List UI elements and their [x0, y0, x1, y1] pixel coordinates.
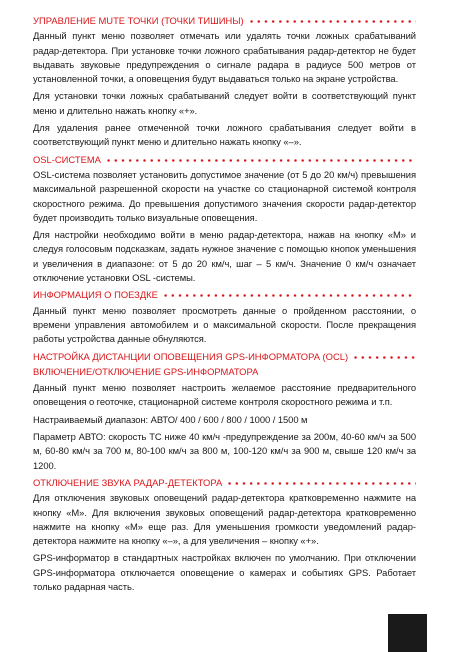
- section-heading: [33, 288, 416, 302]
- paragraph: Данный пункт меню позволяет отмечать или удалять точки ложных срабатываний радар-детектора. При установке точки ложного срабатывания радар-детектор не будет выдавать звуковые предупреждения о сигнале радара в радиусе 500 метров от установленной точки, а оповещения будут выдаваться только на экране устройства.: [33, 30, 416, 85]
- heading-text: УПРАВЛЕНИЕ MUTE ТОЧКИ (ТОЧКИ ТИШИНЫ): [33, 15, 244, 26]
- section-mute-point: [33, 14, 416, 150]
- paragraph: Данный пункт меню позволяет настроить желаемое расстояние предварительного оповещения о геоточке, стационарной системе контроля скоростного режима и т.п.: [33, 382, 416, 408]
- paragraph: Для настройки необходимо войти в меню радар-детектора, нажав на кнопку «M» и следуя голосовым подсказкам, задать нужное значение с помощью кнопок уменьшения и увеличения в диапазоне: от 5 до 20 км/ч, шаг – 5 км/ч. Значение 0 км/ч означает отключение установки OSL -системы.: [33, 229, 416, 284]
- paragraph: GPS-информатор в стандартных настройках включен по умолчанию. При отключении GPS-информатора отключается оповещение о камерах и событиях GPS. Работает только радарная часть.: [33, 552, 416, 592]
- manual-page: [33, 14, 416, 597]
- heading-text: НАСТРОЙКА ДИСТАНЦИИ ОПОВЕЩЕНИЯ GPS-ИНФОРМАТОРА (OCL): [33, 350, 349, 362]
- paragraph: Для установки точки ложных срабатываний следует войти в соответствующий пункт меню и длительно нажать кнопку «+».: [33, 90, 416, 116]
- dotted-rule: [352, 356, 416, 359]
- page-corner-block: [388, 614, 427, 652]
- section-mute-sound: [33, 476, 416, 594]
- section-subheading: ВКЛЮЧЕНИЕ/ОТКЛЮЧЕНИЕ GPS-ИНФОРМАТОРА: [33, 365, 259, 377]
- section-gps-distance: [33, 350, 416, 473]
- dotted-rule: [105, 159, 416, 162]
- dotted-rule: [248, 20, 416, 23]
- section-trip-info: [33, 288, 416, 346]
- section-osl-system: [33, 153, 416, 286]
- dotted-rule: [162, 294, 416, 297]
- paragraph: Параметр АВТО: скорость ТС ниже 40 км/ч -предупреждение за 200м, 40-60 км/ч за 500 м, 60-80 км/ч за 700 м, 80-100 км/ч за 800 м, 100-120 км/ч за 900 м, свыше 120 км/ч за 1200.: [33, 431, 416, 471]
- section-heading: [33, 350, 416, 364]
- dotted-rule: [226, 482, 416, 485]
- heading-text: OSL-СИСТЕМА: [33, 153, 101, 165]
- paragraph: Данный пункт меню позволяет просмотреть данные о пройденном расстоянии, о времени управления автомобилем и о максимальной скорости. После прекращения работы устройства данные обнуляются.: [33, 304, 416, 345]
- paragraph: Настраиваемый диапазон: АВТО/ 400 / 600 / 800 / 1000 / 1500 м: [33, 413, 308, 425]
- paragraph: Для отключения звуковых оповещений радар-детектора кратковременно нажмите на кнопку «M». Для включения звуковых оповещений радар-детектора кратковременно нажмите на кнопку «M» еще раз. Для уменьшения громкости уведомлений радар-детектора нажмите на кнопку «–», а для увеличения – кнопку «+».: [33, 492, 416, 547]
- section-heading: [33, 476, 416, 490]
- section-heading: [33, 14, 416, 28]
- heading-text: ОТКЛЮЧЕНИЕ ЗВУКА РАДАР-ДЕТЕКТОРА: [33, 476, 223, 488]
- section-heading: [33, 153, 416, 167]
- paragraph: OSL-система позволяет установить допустимое значение (от 5 до 20 км/ч) превышения максимальной разрешенной скорости на участке со стационарной системой контроля скоростного режима. До превышения допустимого значения скорости радар-детектор будет производить только визуальные оповещения.: [33, 168, 416, 223]
- paragraph: Для удаления ранее отмеченной точки ложного срабатывания следует войти в соответствующий пункт меню и длительно нажать кнопку «–».: [33, 122, 416, 148]
- heading-text: ИНФОРМАЦИЯ О ПОЕЗДКЕ: [33, 289, 158, 301]
